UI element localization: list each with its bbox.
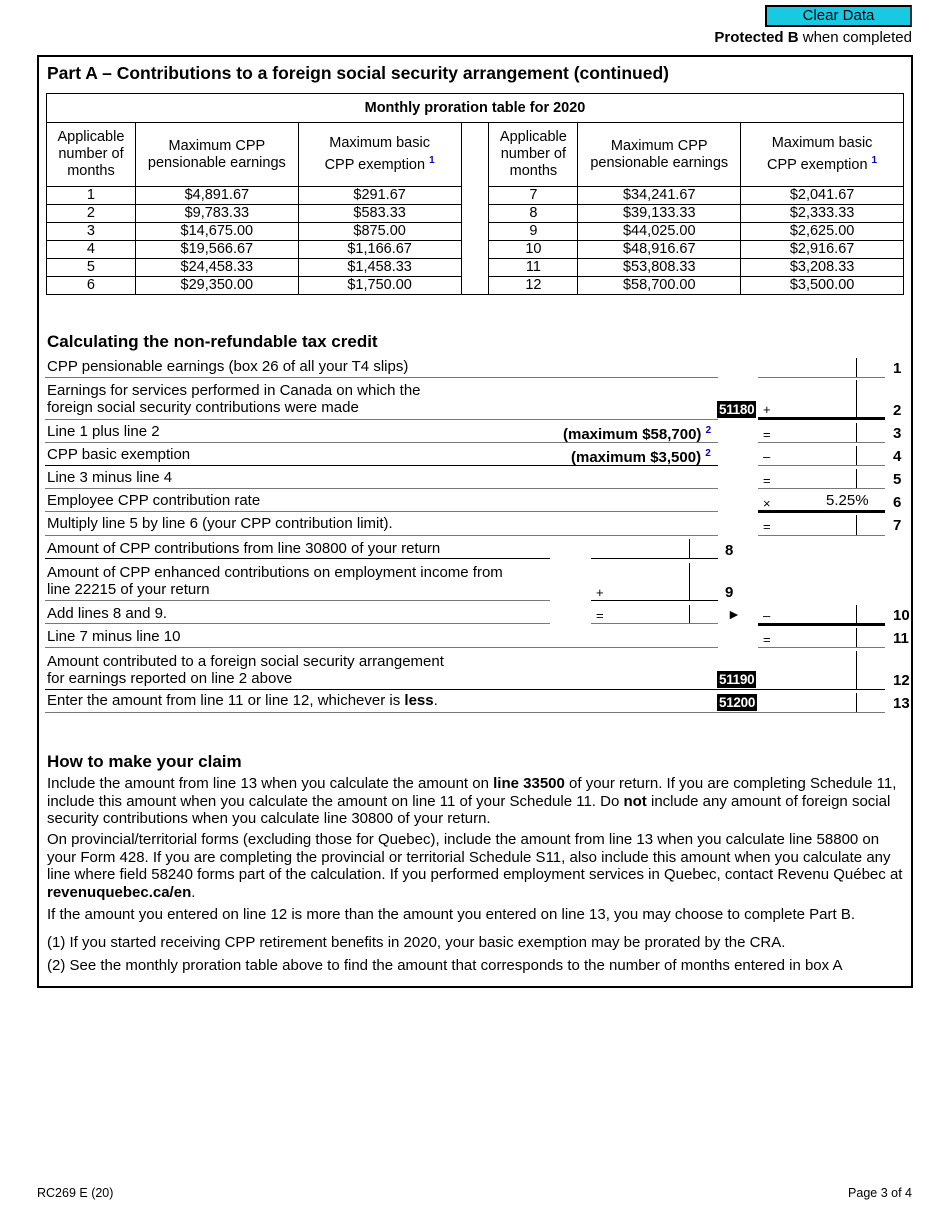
line-7-label: Multiply line 5 by line 6 (your CPP contribution limit).: [47, 515, 393, 532]
line-12-label-1: Amount contributed to a foreign social security arrangement: [47, 653, 444, 670]
clear-data-button[interactable]: Clear Data: [765, 5, 912, 27]
line-10-subtotal-input[interactable]: [608, 604, 688, 622]
line-8-label: Amount of CPP contributions from line 30800 of your return: [47, 540, 441, 557]
line-number-5: 5: [893, 471, 902, 488]
line-number-1: 1: [893, 360, 902, 377]
line-13-input[interactable]: [760, 692, 855, 710]
table-row: 6 $29,350.00 $1,750.00 12 $58,700.00 $3,500.00: [47, 277, 904, 295]
table-spacer: [461, 123, 489, 295]
line-7-input[interactable]: [775, 515, 855, 533]
table-row: 1 $4,891.67 $291.67 7 $34,241.67 $2,041.67: [47, 187, 904, 205]
header-earnings-left: Maximum CPP pensionable earnings: [135, 123, 298, 187]
footnote-ref-1: 1: [871, 155, 878, 167]
minus-operator: –: [763, 608, 771, 623]
header-earnings-right: Maximum CPP pensionable earnings: [578, 123, 741, 187]
revenu-quebec-link: revenuquebec.ca/en: [47, 883, 192, 901]
cpp-rate-value: 5.25%: [826, 492, 869, 509]
line-1-label: CPP pensionable earnings (box 26 of all your T4 slips): [47, 358, 409, 375]
protected-b-rest: when completed: [798, 29, 912, 46]
claim-paragraph-2: On provincial/territorial forms (excluding those for Quebec), include the amount from line 13 when you calculate line 58800 on your Form 428. If you are completing the provincial or territorial Schedule S11, also include this amount when you calculate any line where field 58240 forms part of the calculation. If you performed employment services in Quebec, contact Revenu Québec at revenuquebec.ca/en.: [47, 831, 903, 901]
line-number-6: 6: [893, 494, 902, 511]
line-number-13: 13: [893, 695, 910, 712]
line-number-7: 7: [893, 517, 902, 534]
footnote-2: (2) See the monthly proration table above to find the amount that corresponds to the number of months entered in box A: [47, 957, 843, 974]
line-1-input[interactable]: [760, 358, 855, 376]
protected-b-bold: Protected B: [714, 29, 799, 46]
line-3-label: Line 1 plus line 2: [47, 423, 160, 440]
footnote-ref-2: 2: [705, 448, 711, 459]
line-number-9: 9: [725, 584, 734, 601]
line-4-label: CPP basic exemption: [47, 446, 191, 463]
line-3-input[interactable]: [775, 422, 855, 440]
line-13-label: Enter the amount from line 11 or line 12, whichever is less.: [47, 692, 438, 709]
calc-section-title: Calculating the non-refundable tax credit: [47, 332, 378, 351]
protected-b-label: [714, 29, 912, 46]
footnote-1: (1) If you started receiving CPP retirement benefits in 2020, your basic exemption may be prorated by the CRA.: [47, 934, 786, 951]
equals-operator: =: [763, 519, 771, 534]
plus-operator: +: [596, 585, 604, 600]
line-2-input[interactable]: [775, 398, 855, 416]
table-row: 5 $24,458.33 $1,458.33 11 $53,808.33 $3,208.33: [47, 259, 904, 277]
line-number-4: 4: [893, 448, 902, 465]
line-12-label-2: for earnings reported on line 2 above: [47, 670, 293, 687]
part-title: Part A – Contributions to a foreign social security arrangement (continued): [47, 63, 669, 83]
field-code-51200: 51200: [719, 695, 756, 710]
table-row: 3 $14,675.00 $875.00 9 $44,025.00 $2,625.00: [47, 223, 904, 241]
equals-operator: =: [763, 427, 771, 442]
line-11-input[interactable]: [775, 628, 855, 646]
footnote-ref-1: 1: [429, 155, 435, 167]
form-id: RC269 E (20): [37, 1186, 114, 1200]
line-11-label: Line 7 minus line 10: [47, 628, 181, 645]
header-exemption-right: Maximum basic CPP exemption $^1$: [741, 123, 904, 187]
claim-paragraph-1: Include the amount from line 13 when you calculate the amount on line 33500 of your return. If you are completing Schedule 11, include this amount when you calculate the amount on line 11 of your Schedule 11. Do not include any amount of foreign social security contributions when you calculate line 30800 of your return.: [47, 775, 897, 827]
line-12-input[interactable]: [760, 668, 855, 686]
line-2-label-1: Earnings for services performed in Canada on which the: [47, 382, 421, 399]
claim-section-title: How to make your claim: [47, 752, 242, 771]
footnote-ref-2: 2: [705, 425, 712, 436]
line-3-max-note: (maximum $58,700) $^2$: [563, 425, 712, 443]
line-10-label: Add lines 8 and 9.: [47, 605, 168, 622]
proration-table: [46, 93, 904, 295]
page-number: Page 3 of 4: [848, 1186, 912, 1200]
line-number-8: 8: [725, 542, 734, 559]
proration-table-title: Monthly proration table for 2020: [47, 94, 904, 123]
line-6-label: Employee CPP contribution rate: [47, 492, 261, 509]
table-row: 2 $9,783.33 $583.33 8 $39,133.33 $2,333.33: [47, 205, 904, 223]
header-exemption-left: Maximum basic CPP exemption $^1$: [298, 123, 461, 187]
header-months-right: Applicable number of months: [489, 123, 578, 187]
table-row: 4 $19,566.67 $1,166.67 10 $48,916.67 $2,916.67: [47, 241, 904, 259]
line-number-2: 2: [893, 402, 902, 419]
field-code-51190: 51190: [719, 672, 755, 687]
multiply-operator: ×: [763, 496, 771, 511]
line-number-12: 12: [893, 672, 910, 689]
line-4-max-note: (maximum $3,500) $^2$: [571, 448, 711, 466]
line-9-input[interactable]: [608, 581, 688, 599]
plus-operator: +: [763, 402, 771, 417]
line-5-input[interactable]: [775, 469, 855, 487]
field-code-51180: 51180: [719, 402, 755, 417]
line-10-input[interactable]: [775, 604, 855, 622]
line-8-input[interactable]: [593, 540, 688, 558]
line-5-label: Line 3 minus line 4: [47, 469, 173, 486]
line-2-label-2: foreign social security contributions were made: [47, 399, 359, 416]
equals-operator: =: [763, 632, 771, 647]
equals-operator: =: [763, 473, 771, 488]
equals-operator: =: [596, 608, 604, 623]
header-months-left: Applicable number of months: [47, 123, 136, 187]
line-4-input[interactable]: [775, 446, 855, 464]
minus-operator: –: [763, 449, 771, 464]
arrow-right-icon: ►: [727, 606, 741, 622]
line-number-3: 3: [893, 425, 902, 442]
line-number-10: 10: [893, 607, 910, 624]
line-9-label-1: Amount of CPP enhanced contributions on employment income from: [47, 564, 503, 581]
line-9-label-2: line 22215 of your return: [47, 581, 210, 598]
claim-paragraph-3: If the amount you entered on line 12 is more than the amount you entered on line 13, you may choose to complete Part B.: [47, 906, 855, 923]
line-number-11: 11: [893, 630, 909, 647]
